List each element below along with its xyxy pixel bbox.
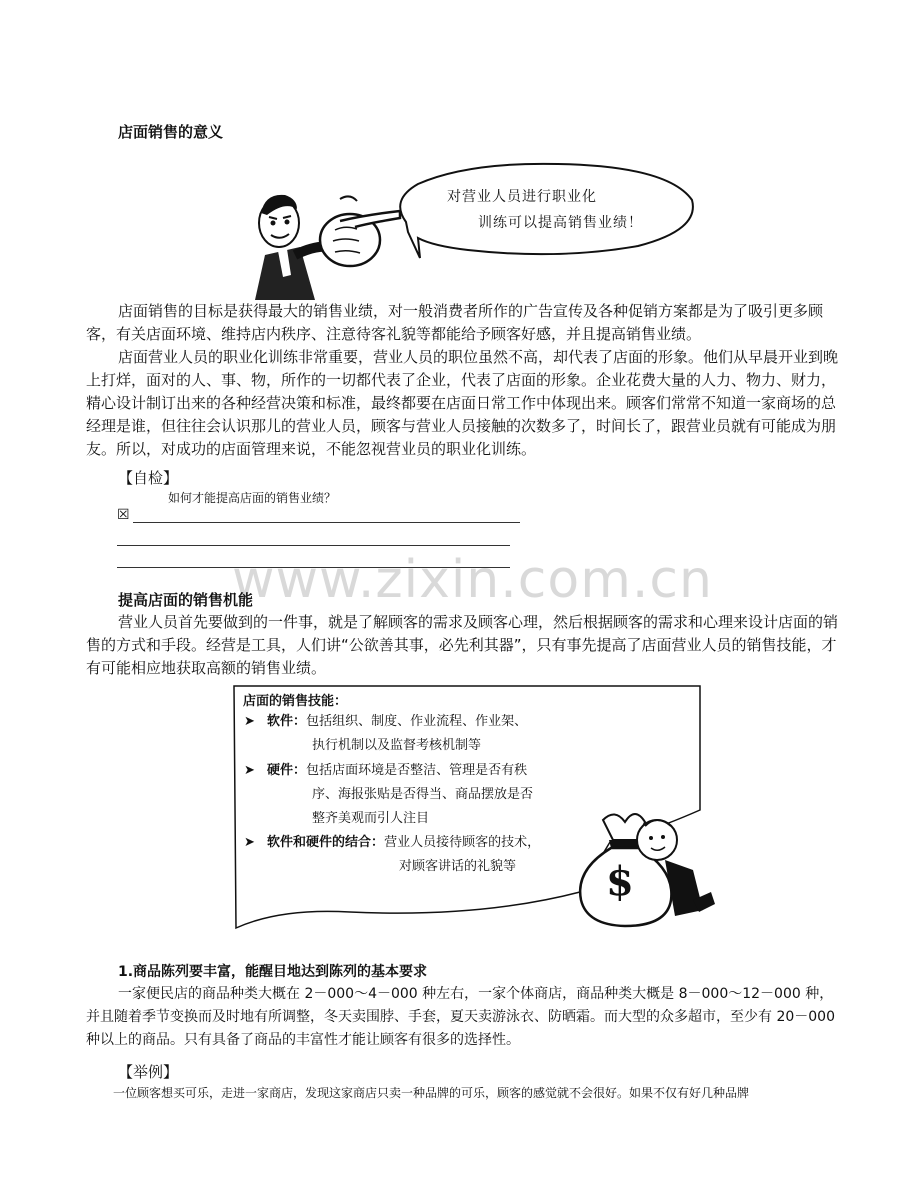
answer-line-1[interactable] <box>133 522 520 523</box>
bubble-line-2: 训练可以提高销售业绩！ <box>478 215 643 231</box>
skill-text: 营业人员接待顾客的技术， <box>384 835 541 850</box>
section-title-meaning: 店面销售的意义 <box>118 123 224 141</box>
selfcheck-question: 如何才能提高店面的销售业绩？ <box>168 491 337 505</box>
selfcheck-label: 【自检】 <box>118 469 179 487</box>
speech-bubble <box>388 160 700 260</box>
example-label: 【举例】 <box>118 1063 179 1081</box>
skill-text: 包括店面环境是否整洁、管理是否有秩 <box>306 763 528 778</box>
skill-text: 整齐美观而引人注目 <box>312 811 430 826</box>
arrow-bullet-icon: ➤ <box>244 763 255 778</box>
arrow-bullet-icon: ➤ <box>244 714 255 729</box>
section-title-improve: 提高店面的销售机能 <box>118 591 254 609</box>
dollar-sign-icon: $ <box>606 858 634 905</box>
answer-line-2[interactable] <box>117 545 510 546</box>
skill-label: 软件和硬件的结合： <box>267 835 385 850</box>
skills-box-title: 店面的销售技能： <box>243 694 348 709</box>
money-bag-illustration <box>575 800 720 930</box>
skill-text: 对顾客讲话的礼貌等 <box>399 859 517 874</box>
section-title-display: 1.商品陈列要丰富，能醒目地达到陈列的基本要求 <box>118 964 428 980</box>
pointing-man-illustration <box>245 185 405 300</box>
skill-label: 软件： <box>267 714 307 729</box>
paragraph-product-variety: 一家便民店的商品种类大概在 2－000～4－000 种左右，一家个体商店，商品种类大概是 8－000～12－000 种，并且随着季节变换而及时地有所调整，冬天卖围脖、手套，夏天卖游泳衣、防晒霜。而大型的众多超市，至少有 20－000 种以上的商品。只有具备了商品的丰富性才能让顾客有很多的选择性。 <box>86 986 835 1048</box>
paragraph-sales-goal: 店面销售的目标是获得最大的销售业绩，对一般消费者所作的广告宣传及各种促销方案都是为了吸引更多顾客，有关店面环境、维持店内秩序、注意待客礼貌等都能给予顾客好感，并且提高销售业绩。 <box>86 302 824 343</box>
skill-text: 序、海报张贴是否得当、商品摆放是否 <box>312 787 534 802</box>
skill-item-combined <box>244 831 540 879</box>
bubble-line-1: 对营业人员进行职业化 <box>447 189 597 205</box>
example-text: 一位顾客想买可乐，走进一家商店，发现这家商店只卖一种品牌的可乐，顾客的感觉就不会很好。如果不仅有好几种品牌 <box>113 1086 750 1100</box>
skill-item-software <box>244 710 527 758</box>
skill-text: 执行机制以及监督考核机制等 <box>312 738 482 753</box>
checkbox-icon[interactable]: ☒ <box>117 507 130 523</box>
skill-label: 硬件： <box>267 763 307 778</box>
skill-text: 包括组织、制度、作业流程、作业架、 <box>306 714 528 729</box>
watermark: www.zixin.com.cn <box>232 550 713 610</box>
skill-item-hardware <box>244 759 533 831</box>
paragraph-improve-skills: 营业人员首先要做到的一件事，就是了解顾客的需求及顾客心理，然后根据顾客的需求和心理来设计店面的销售的方式和手段。经营是工具，人们讲“公欲善其事，必先利其器”，只有事先提高了店面营业人员的销售技能，才有可能相应地获取高额的销售业绩。 <box>86 613 839 677</box>
arrow-bullet-icon: ➤ <box>244 835 255 850</box>
paragraph-staff-training: 店面营业人员的职业化训练非常重要，营业人员的职位虽然不高，却代表了店面的形象。他们从早晨开业到晚上打烊，面对的人、事、物，所作的一切都代表了企业，代表了店面的形象。企业花费大量的人力、物力、财力，精心设计制订出来的各种经营决策和标准，最终都要在店面日常工作中体现出来。顾客们常常不知道一家商场的总经理是谁，但往往会认识那儿的营业人员，顾客与营业人员接触的次数多了，时间长了，跟营业员就有可能成为朋友。所以，对成功的店面管理来说，不能忽视营业员的职业化训练。 <box>86 348 839 458</box>
